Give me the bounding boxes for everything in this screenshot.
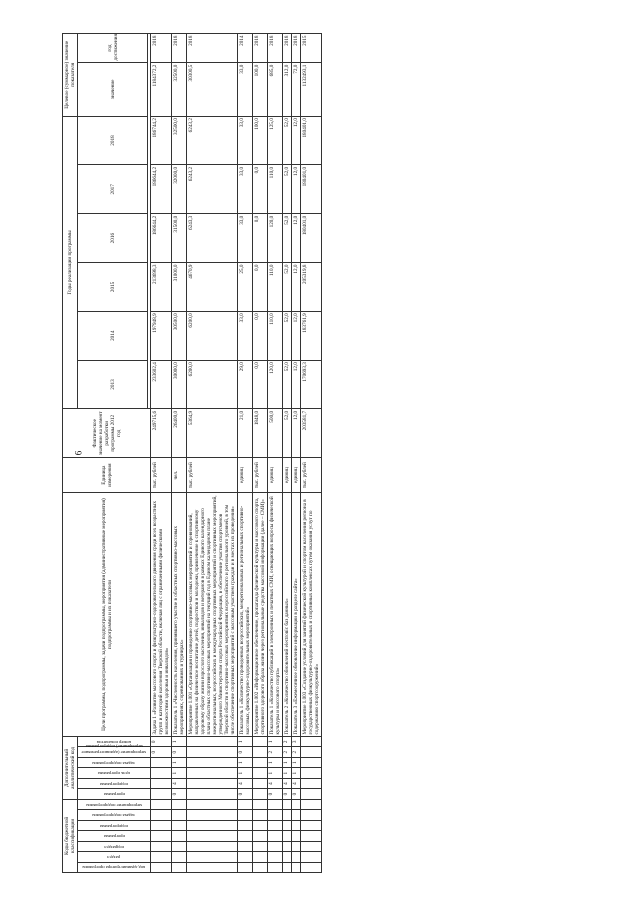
code-cell	[151, 831, 172, 841]
year-value: 100,0	[253, 116, 268, 165]
row-unit: тыс. рублей	[301, 458, 322, 493]
year-value: 180401,0	[301, 116, 322, 165]
year-value: 30500,0	[172, 311, 187, 360]
year-value: 33,0	[238, 311, 253, 360]
year-value: 6200,0	[187, 360, 238, 409]
row-description: Мероприятие 1.001 «Организация и проведение спортивно-массовых мероприятий и соревнований, направленных на физическое воспитание детей, подростков и молодежи, привлечение к спортивному здоровому образу жизни взрослого населения, инвалидов и ветеранов в рамках Единого календарного плана областных спортивно-массовых мероприятий на текущий год в Едином календарном плане межрегиональных, всероссийских и международных спортивных мероприятий и спортивных мероприятий, утвержденного Министерством спорта Российской Федерации, в обеспечение участия спортсменов Тверской области в спортивно-массовых мероприятиях всероссийского и регионального уровней, в том числе обеспечение спортивных мероприятий с массовым участием граждан и в местах их проведения»	[187, 493, 238, 737]
table-row	[283, 34, 292, 873]
row-year: 2018	[187, 34, 238, 63]
row-fact: 203581,7	[301, 409, 322, 458]
code-cell	[187, 789, 238, 799]
year-value: 170693,3	[301, 360, 322, 409]
year-value: 33,0	[238, 116, 253, 165]
year-value: 33,0	[238, 165, 253, 214]
header-analytic-code: Дополнительный аналитический код	[63, 737, 78, 800]
code-cell	[253, 852, 268, 862]
row-total: 30300,5	[187, 63, 238, 116]
year-header: 2016	[78, 214, 148, 263]
code-col-label: задача подпрограммы	[92, 813, 136, 819]
header-years: Годы реализации программы	[63, 116, 78, 409]
code-cell	[253, 737, 268, 747]
year-value: 33,0	[238, 214, 253, 263]
code-cell	[283, 831, 292, 841]
year-value: 205319,8	[301, 263, 322, 312]
code-col-header	[78, 799, 151, 810]
code-cell	[268, 852, 283, 862]
code-col-label: код администратора программы	[82, 865, 146, 871]
code-cell: 1	[268, 768, 283, 778]
table-row	[268, 34, 283, 873]
code-cell	[238, 841, 253, 851]
page-number: 6	[73, 450, 84, 456]
code-cell	[301, 747, 322, 757]
code-cell	[283, 799, 292, 810]
row-total: 685,0	[268, 63, 283, 116]
row-unit: чел.	[172, 458, 187, 493]
code-cell	[268, 841, 283, 851]
code-col-label: подпрограмма	[99, 823, 129, 829]
target-subheader: год достижения	[78, 34, 148, 63]
code-cell	[151, 820, 172, 830]
year-value: 52,0	[283, 263, 292, 312]
code-cell	[301, 778, 322, 788]
row-year: 2018	[253, 34, 268, 63]
year-value: 110,0	[268, 165, 283, 214]
code-cell	[151, 799, 172, 810]
code-cell	[253, 747, 268, 757]
code-col-label: номер показателя	[96, 740, 132, 745]
code-cell	[187, 778, 238, 788]
code-cell	[238, 831, 253, 841]
year-value: 233602,4	[151, 360, 172, 409]
year-value: 52,0	[283, 214, 292, 263]
year-header: 2017	[78, 165, 148, 214]
row-description: Показатель 1 «Численность населения, принявшего участие в областных спортивно-массовых мероприятиях, соревнованиях и турнирах»	[172, 493, 187, 737]
table-row	[292, 34, 301, 873]
code-cell	[301, 737, 322, 747]
code-cell: 1	[292, 768, 301, 778]
code-cell	[283, 852, 292, 862]
year-value: 180401,0	[301, 214, 322, 263]
year-value: 12,0	[292, 165, 301, 214]
year-value: 0,0	[253, 165, 268, 214]
code-cell	[268, 799, 283, 810]
year-value: 6200,0	[187, 311, 238, 360]
code-cell	[292, 810, 301, 820]
code-cell	[172, 852, 187, 862]
row-unit: единиц	[292, 458, 301, 493]
code-cell: 4	[172, 778, 187, 788]
year-value: 0,0	[253, 311, 268, 360]
code-cell: 4	[292, 778, 301, 788]
year-value: 12,0	[292, 360, 301, 409]
year-value: 29,0	[238, 360, 253, 409]
row-unit: тыс. рублей	[151, 458, 172, 493]
code-cell	[292, 852, 301, 862]
code-cell	[187, 820, 238, 830]
code-col-header	[78, 820, 151, 830]
code-cell: 2	[268, 747, 283, 757]
row-year: 2015	[301, 34, 322, 63]
code-cell: 1	[238, 757, 253, 767]
code-cell	[301, 831, 322, 841]
code-cell	[187, 737, 238, 747]
table-row	[151, 34, 172, 873]
year-value: 186644,2	[151, 214, 172, 263]
year-value: 25,0	[238, 263, 253, 312]
row-unit: единиц	[238, 458, 253, 493]
code-cell	[253, 799, 268, 810]
code-cell	[172, 862, 187, 872]
code-col-header	[78, 841, 151, 851]
row-unit: тыс. рублей	[187, 458, 238, 493]
code-col-label: программа	[103, 834, 125, 840]
year-value: 4670,9	[187, 263, 238, 312]
row-fact: 249715,6	[151, 409, 172, 458]
code-cell: 0	[172, 789, 187, 799]
code-cell	[187, 841, 238, 851]
code-cell: 4	[268, 778, 283, 788]
code-cell	[301, 841, 322, 851]
code-cell	[253, 778, 268, 788]
code-cell	[268, 862, 283, 872]
row-description: Показатель 2 «Количество обновлений electronic баз данных»	[283, 493, 292, 737]
year-value: 125,0	[268, 116, 283, 165]
year-header: 2015	[78, 263, 148, 312]
row-fact: 500,0	[268, 409, 283, 458]
row-total: 72,0	[292, 63, 301, 116]
row-total: 1132493,1	[301, 63, 322, 116]
year-value: 197948,9	[151, 311, 172, 360]
code-cell	[292, 799, 301, 810]
rotated-page	[62, 33, 628, 873]
code-cell	[187, 747, 238, 757]
code-cell	[253, 831, 268, 841]
row-fact: 21,0	[238, 409, 253, 458]
year-value: 32500,0	[172, 116, 187, 165]
code-cell: 0	[151, 737, 172, 747]
row-fact: 52,0	[283, 409, 292, 458]
year-value: 110,0	[268, 263, 283, 312]
code-col-header	[78, 744, 151, 757]
code-cell: 0	[292, 789, 301, 799]
code-cell	[253, 841, 268, 851]
row-description: Задача 1 «Развитие массового спорта и физкультурно-оздоровительного движения среди всех возрастных групп и категорий населения Тверской области, включая лиц с ограниченными физическими возможностями здоровья и инвалидов»	[151, 493, 172, 737]
code-cell: 1	[268, 737, 283, 747]
year-value: 31500,0	[172, 214, 187, 263]
year-value: 31000,0	[172, 263, 187, 312]
row-year: 2014	[238, 34, 253, 63]
code-cell	[187, 757, 238, 767]
code-cell	[301, 862, 322, 872]
code-cell	[151, 757, 172, 767]
year-value: 12,0	[292, 214, 301, 263]
year-value: 52,0	[283, 311, 292, 360]
table-row	[253, 34, 268, 873]
code-cell	[172, 841, 187, 851]
year-value: 0,0	[253, 360, 268, 409]
code-cell	[253, 757, 268, 767]
year-header: 2013	[78, 360, 148, 409]
year-value: 0,0	[253, 263, 268, 312]
code-cell	[253, 810, 268, 820]
code-cell	[301, 768, 322, 778]
row-unit: тыс. рублей	[253, 458, 268, 493]
code-cell: 0	[238, 789, 253, 799]
code-cell	[187, 852, 238, 862]
code-cell	[151, 810, 172, 820]
code-cell	[283, 841, 292, 851]
year-value: 186644,2	[151, 165, 172, 214]
row-year: 2018	[283, 34, 292, 63]
year-value: 52,0	[283, 116, 292, 165]
year-value: 52,0	[283, 360, 292, 409]
code-cell	[301, 852, 322, 862]
code-cell	[151, 852, 172, 862]
code-col-label: мероприятие подпрограммы	[86, 802, 142, 808]
year-value: 6243,2	[187, 165, 238, 214]
code-cell: 1	[172, 768, 187, 778]
header-target: Цели программы, подпрограммы, задачи подпрограммы, мероприятия (административные мероприятия) подпрограммы и их показатели	[63, 493, 151, 737]
code-cell	[253, 789, 268, 799]
code-cell: 1	[172, 757, 187, 767]
table-row	[187, 34, 238, 873]
code-cell: 0	[268, 789, 283, 799]
code-cell	[283, 862, 292, 872]
code-col-label: подраздел	[104, 844, 124, 850]
code-cell: 1	[268, 757, 283, 767]
code-cell: 1	[238, 768, 253, 778]
code-cell: 0	[283, 789, 292, 799]
code-col-header	[78, 778, 151, 788]
target-subheader: значение	[78, 63, 148, 116]
year-value: 213698,3	[151, 263, 172, 312]
code-cell	[268, 831, 283, 841]
row-fact: 12,0	[292, 409, 301, 458]
code-cell	[172, 799, 187, 810]
table-row	[238, 34, 253, 873]
row-year: 2018	[268, 34, 283, 63]
row-total: 100,0	[253, 63, 268, 116]
code-cell	[151, 768, 172, 778]
year-value: 32000,0	[172, 165, 187, 214]
code-cell	[292, 862, 301, 872]
code-cell	[283, 820, 292, 830]
code-cell	[151, 789, 172, 799]
code-cell	[151, 862, 172, 872]
year-value: 12,0	[292, 311, 301, 360]
year-value: 12,0	[292, 263, 301, 312]
year-value: 110,0	[268, 311, 283, 360]
code-cell	[172, 820, 187, 830]
code-cell	[253, 768, 268, 778]
code-cell: 1	[283, 757, 292, 767]
row-description: Показатель 1 «Количество публикаций в электронных и печатных СМИ, освещающих вопросы физической культуры и массового спорта»	[268, 493, 283, 737]
year-value: 120,0	[268, 360, 283, 409]
code-cell	[172, 831, 187, 841]
code-cell: 3	[292, 737, 301, 747]
code-cell: 4	[283, 778, 292, 788]
code-cell	[301, 789, 322, 799]
row-year: 2018	[151, 34, 172, 63]
program-table	[62, 33, 322, 873]
code-col-header	[78, 810, 151, 820]
row-description: Мероприятие 1.003 «Создание условий для занятий физической культурой и спортом населения региона в государственных физкультурно-оздоровительных и спортивных комплексах путем оказания услуг по содержанию спортсооружений»	[301, 493, 322, 737]
code-col-header	[78, 768, 151, 778]
code-cell	[172, 810, 187, 820]
code-cell	[253, 820, 268, 830]
code-col-label: программа	[103, 792, 125, 798]
year-value: 6243,3	[187, 214, 238, 263]
code-col-label: цель программы	[97, 771, 131, 777]
code-cell	[268, 820, 283, 830]
year-value: 52,0	[283, 165, 292, 214]
row-description: Показатель 3 «Ежемесячное обновление информации в разделе сайта»	[292, 493, 301, 737]
code-cell	[187, 799, 238, 810]
year-value: 6243,2	[187, 116, 238, 165]
code-col-header	[78, 852, 151, 862]
code-cell	[238, 852, 253, 862]
year-header: 2014	[78, 311, 148, 360]
header-budget-codes: Коды бюджетной классификации	[63, 799, 78, 872]
year-value: 12,0	[292, 116, 301, 165]
code-cell	[301, 799, 322, 810]
code-cell: 1	[283, 768, 292, 778]
code-cell	[238, 820, 253, 830]
code-cell	[187, 862, 238, 872]
code-cell	[268, 810, 283, 820]
code-cell	[238, 799, 253, 810]
table-row	[172, 34, 187, 873]
code-col-header	[78, 757, 151, 767]
header-fact: Фактическое значение на момент разработки программы 2012 год	[63, 409, 151, 458]
code-cell	[151, 778, 172, 788]
code-cell	[301, 757, 322, 767]
code-cell	[292, 831, 301, 841]
row-year: 2018	[292, 34, 301, 63]
row-unit: единиц	[268, 458, 283, 493]
code-cell	[292, 841, 301, 851]
row-description: Мероприятие 1.002 «Информационное обеспечение, пропаганда физической культуры и массового спорта, спортивного здорового образа жизни через региональные средства массовой информации (далее – СМИ)»	[253, 493, 268, 737]
row-total: 1184372,2	[151, 63, 172, 116]
code-cell	[238, 862, 253, 872]
code-cell	[187, 810, 238, 820]
code-cell	[151, 841, 172, 851]
table-row	[301, 34, 322, 873]
code-col-label: задача подпрограммы	[92, 760, 136, 766]
code-cell: 0	[238, 747, 253, 757]
code-cell	[301, 810, 322, 820]
code-cell: 0	[151, 747, 172, 757]
code-cell: 2	[283, 737, 292, 747]
code-cell	[292, 820, 301, 830]
code-col-label: подпрограмма	[99, 781, 129, 787]
code-cell: 1	[172, 737, 187, 747]
code-cell	[283, 810, 292, 820]
row-description: Показатель 1 «Количество проведенных всероссийских, межрегиональных и региональных спортивно-массовых, физкультурно-оздоровительных мероприятий»	[238, 493, 253, 737]
code-col-label: раздел	[107, 855, 121, 861]
row-unit: единиц	[283, 458, 292, 493]
code-cell	[187, 768, 238, 778]
row-year: 2018	[172, 34, 187, 63]
code-cell: 0	[172, 747, 187, 757]
code-col-header	[78, 789, 151, 799]
row-fact: 26400,0	[172, 409, 187, 458]
header-unit: Единица измерения	[63, 458, 151, 493]
code-col-header	[78, 831, 151, 841]
code-cell: 4	[238, 778, 253, 788]
year-value: 30000,0	[172, 360, 187, 409]
code-col-header	[78, 862, 151, 872]
code-cell: 2	[283, 747, 292, 757]
code-cell	[238, 810, 253, 820]
row-total: 33,0	[238, 63, 253, 116]
row-total: 32500,0	[172, 63, 187, 116]
year-value: 186744,2	[151, 116, 172, 165]
row-total: 312,0	[283, 63, 292, 116]
year-value: 120,0	[268, 214, 283, 263]
code-cell: 1	[238, 737, 253, 747]
header-target-value: Целевое (суммарное) значение показателя	[63, 34, 78, 117]
code-col-label: мероприятие (административное мероприятие) подпрограммы	[81, 744, 147, 756]
code-cell: 1	[292, 757, 301, 767]
year-value: 0,0	[253, 214, 268, 263]
code-cell	[301, 820, 322, 830]
code-cell	[187, 831, 238, 841]
year-value: 180401,0	[301, 165, 322, 214]
code-cell	[253, 862, 268, 872]
row-fact: 5364,9	[187, 409, 238, 458]
row-fact: 1848,0	[253, 409, 268, 458]
year-header: 2018	[78, 116, 148, 165]
code-cell: 2	[292, 747, 301, 757]
year-value: 183761,9	[301, 311, 322, 360]
